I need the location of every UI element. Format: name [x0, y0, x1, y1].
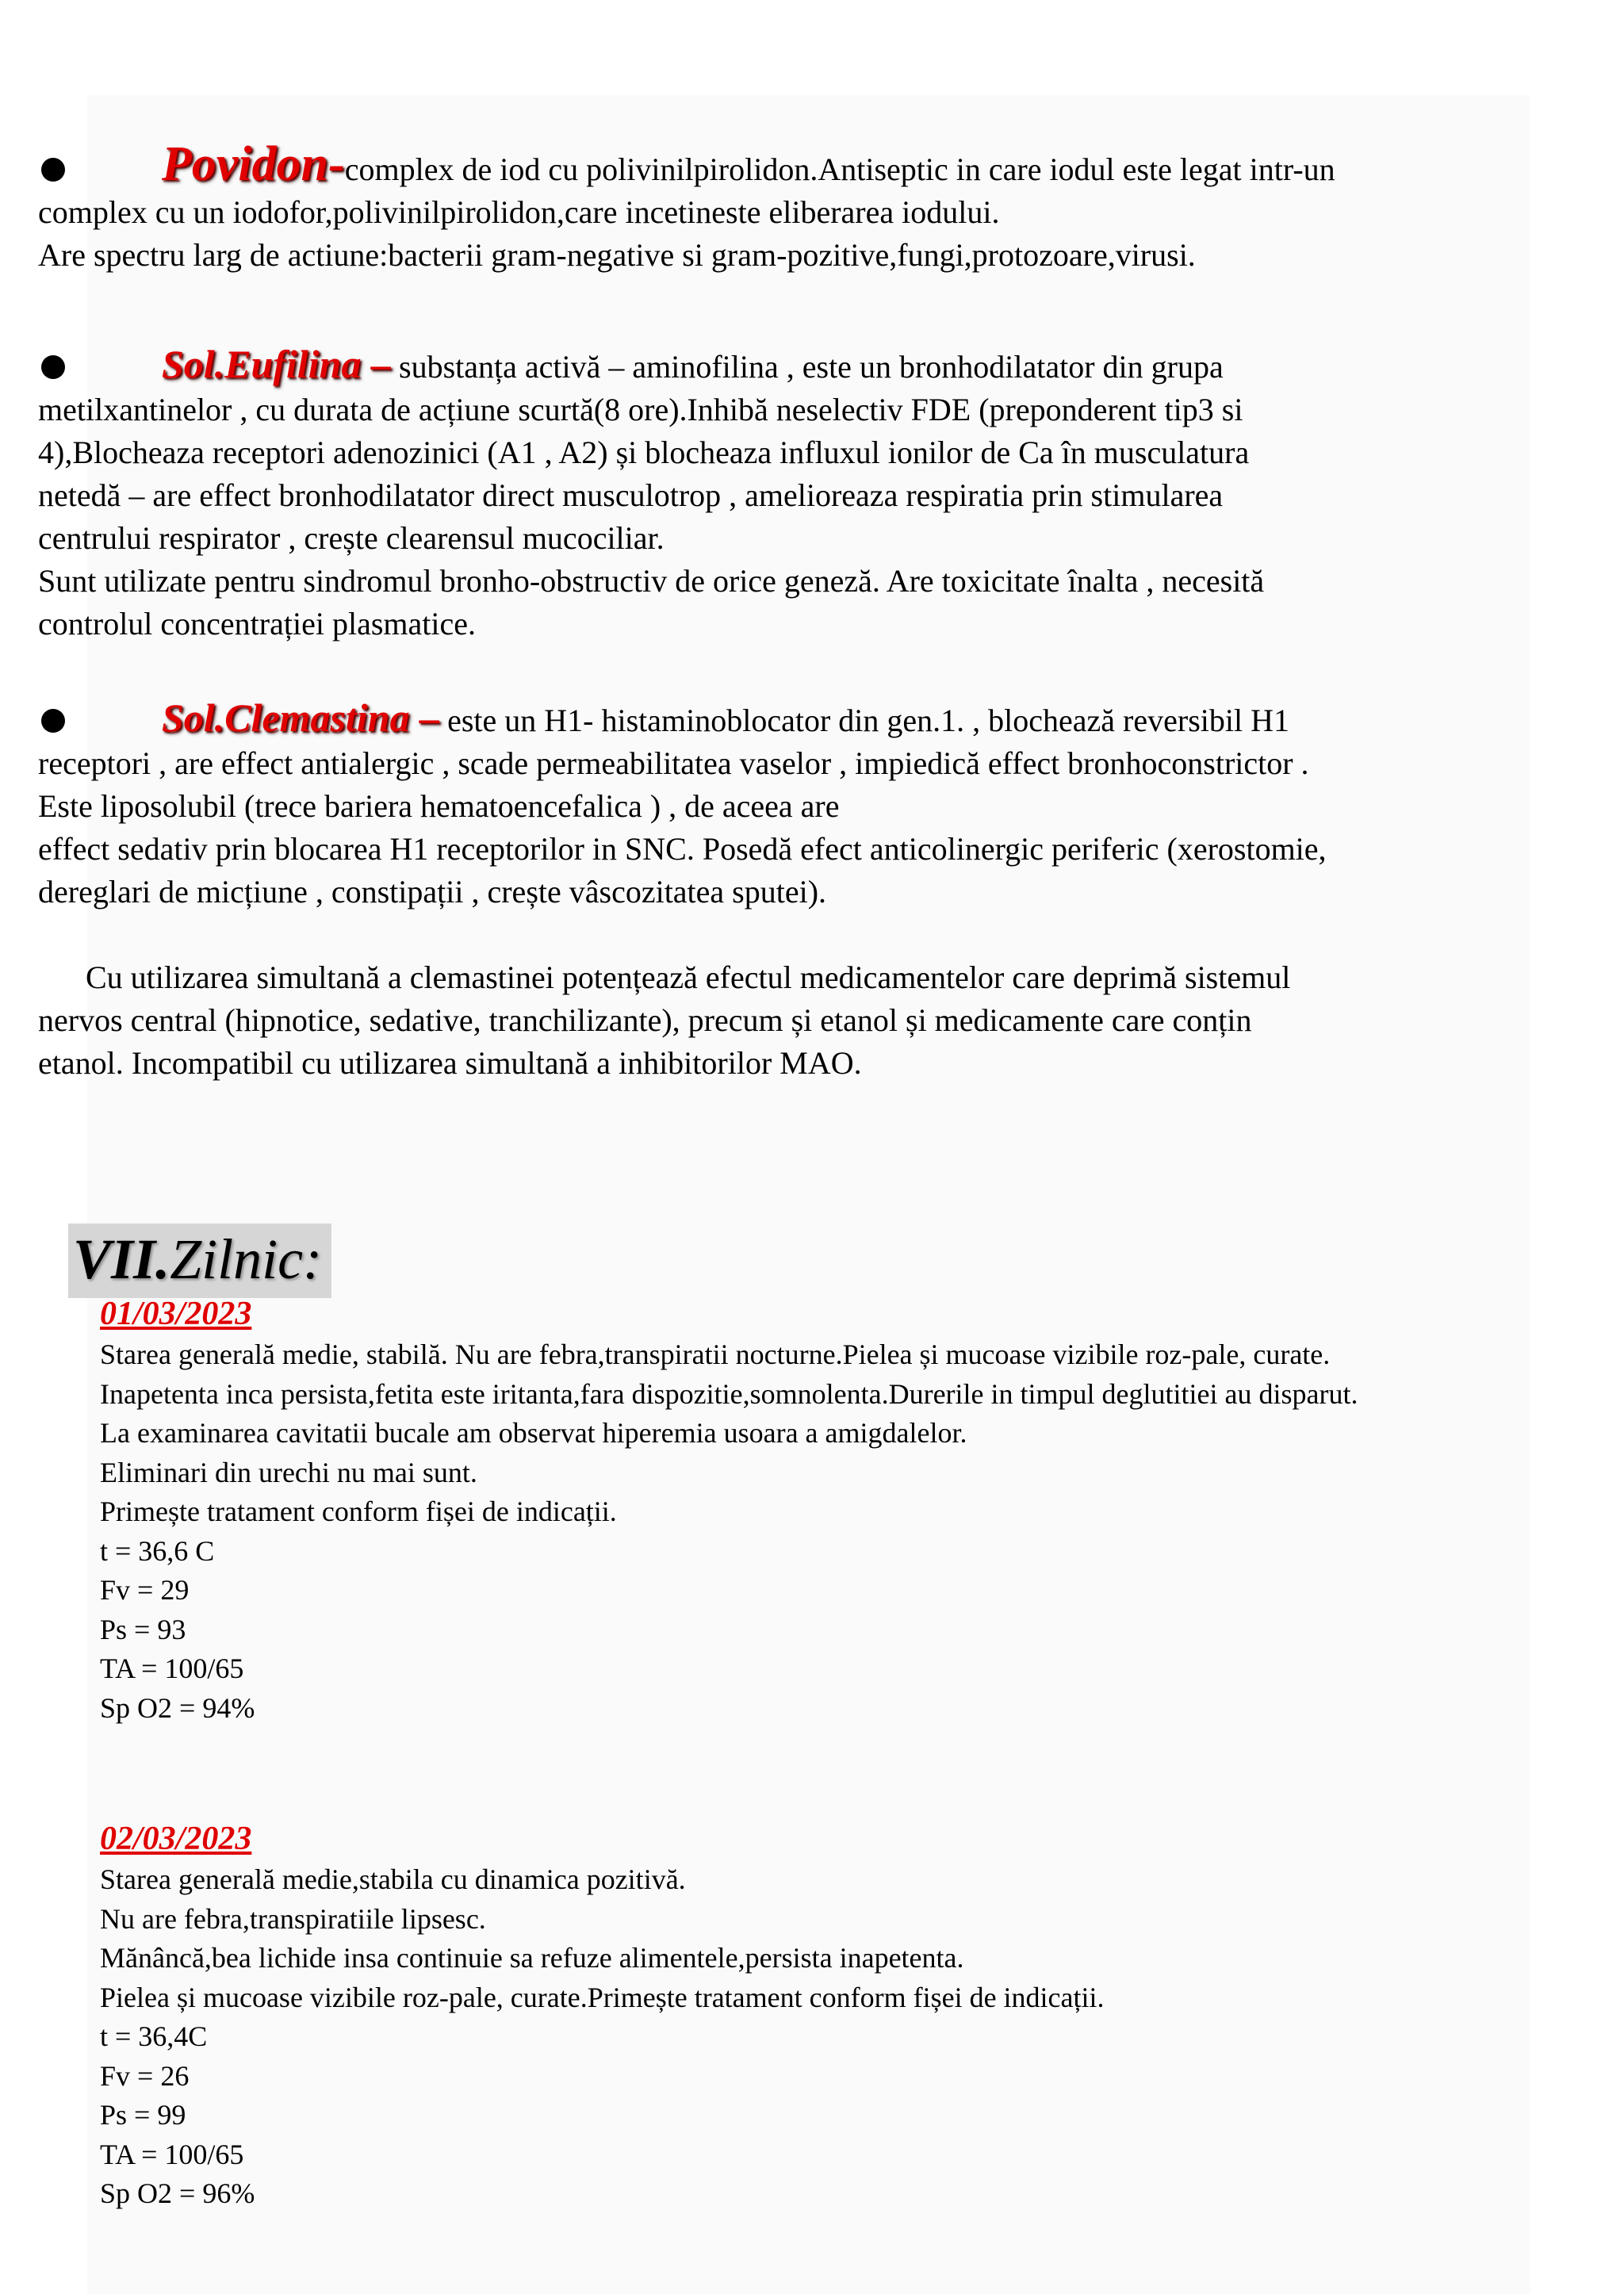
entry-line: Mănâncă,bea lichide insa continuie sa refuze alimentele,persista inapetenta.: [100, 1942, 964, 1974]
entry-line: Eliminari din urechi nu mai sunt.: [100, 1456, 477, 1488]
vital-respiratory-rate: Fv = 26: [100, 2059, 190, 2092]
paragraph-line: Cu utilizarea simultană a clemastinei potențează efectul medicamentelor care deprimă sistemul: [86, 959, 1291, 995]
entry-line: Starea generală medie,stabila cu dinamica pozitivă.: [100, 1863, 686, 1895]
drug-text-line: complex cu un iodofor,polivinilpirolidon,care incetineste eliberarea iodului.: [38, 194, 1000, 230]
drug-text-line: 4),Blocheaza receptori adenozinici (A1 , A2) și blocheaza influxul ionilor de Ca în musculatura: [38, 435, 1250, 470]
vital-temperature: t = 36,4C: [100, 2020, 208, 2052]
section-title-text: Zilnic:: [170, 1227, 323, 1291]
entry-date: 02/03/2023: [100, 1821, 252, 1857]
drug-text-line: Are spectru larg de actiune:bacterii gram-negative si gram-pozitive,fungi,protozoare,virusi.: [38, 237, 1196, 273]
drug-text-line: netedă – are effect bronhodilatator direct musculotrop , amelioreaza respiratia prin stimularea: [38, 477, 1224, 513]
drug-text-line: Sunt utilizate pentru sindromul bronho-obstructiv de orice geneză. Are toxicitate înalta , necesită: [38, 563, 1265, 599]
entry-date: 01/03/2023: [100, 1296, 252, 1332]
vital-temperature: t = 36,6 C: [100, 1534, 215, 1567]
drug-name: Povidon-: [162, 137, 345, 191]
section-number: VII.: [73, 1227, 170, 1291]
drug-text-line: metilxantinelor , cu durata de acțiune scurtă(8 ore).Inhibă neselectiv FDE (preponderent tip3 si: [38, 392, 1243, 427]
vital-spo2: Sp O2 = 96%: [100, 2177, 255, 2209]
bullet-icon: [41, 709, 65, 733]
drug-text-line: centrului respirator , crește clearensul mucociliar.: [38, 520, 665, 556]
vital-spo2: Sp O2 = 94%: [100, 1691, 255, 1724]
entry-line: Starea generală medie, stabilă. Nu are febra,transpiratii nocturne.Pielea și mucoase vizibile roz-pale, curate.: [100, 1338, 1331, 1370]
drug-text-line: complex de iod cu polivinilpirolidon.Antiseptic in care iodul este legat intr-un: [344, 151, 1335, 187]
vital-blood-pressure: TA = 100/65: [100, 2138, 244, 2170]
bullet-icon: [41, 355, 65, 379]
paragraph-line: nervos central (hipnotice, sedative, tranchilizante), precum și etanol și medicamente care conțin: [38, 1002, 1252, 1038]
drug-text-line: controlul concentrației plasmatice.: [38, 606, 476, 641]
vital-respiratory-rate: Fv = 29: [100, 1574, 190, 1606]
paragraph-line: etanol. Incompatibil cu utilizarea simultană a inhibitorilor MAO.: [38, 1045, 862, 1081]
drug-text-line: dereglari de micțiune , constipații , crește vâscozitatea sputei).: [38, 874, 827, 910]
bullet-icon: [41, 158, 65, 182]
drug-name: Sol.Eufilina –: [162, 342, 391, 386]
section-title: [68, 1224, 331, 1298]
entry-line: Nu are febra,transpiratiile lipsesc.: [100, 1902, 486, 1935]
drug-eufilina: [38, 343, 1545, 645]
drug-clemastina: [38, 696, 1545, 913]
daily-entry: [100, 1293, 1559, 1728]
vital-pulse: Ps = 93: [100, 1613, 186, 1645]
drug-text-line: receptori , are effect antialergic , scade permeabilitatea vaselor , impiedică effect bronhoconstrictor .: [38, 745, 1309, 781]
drug-text-line: substanța activă – aminofilina , este un bronhodilatator din grupa: [391, 349, 1224, 385]
drug-text-line: effect sedativ prin blocarea H1 receptorilor in SNC. Posedă efect anticolinergic periferic (xerostomie,: [38, 831, 1327, 867]
entry-line: La examinarea cavitatii bucale am observat hiperemia usoara a amigdalelor.: [100, 1417, 967, 1449]
vital-blood-pressure: TA = 100/65: [100, 1653, 244, 1684]
interaction-paragraph: [38, 956, 1545, 1085]
drug-name: Sol.Clemastina –: [162, 695, 440, 740]
entry-line: Primește tratament conform fișei de indicații.: [100, 1496, 617, 1527]
drug-text-line: este un H1- histaminoblocator din gen.1. , blochează reversibil H1: [439, 703, 1289, 738]
drug-text-line: Este liposolubil (trece bariera hematoencefalica ) , de aceea are: [38, 788, 840, 824]
vital-pulse: Ps = 99: [100, 2099, 186, 2131]
daily-entry: [100, 1817, 1559, 2214]
drug-povidon: [38, 137, 1545, 277]
entry-line: Pielea și mucoase vizibile roz-pale, curate.Primește tratament conform fișei de indicații.: [100, 1981, 1105, 2013]
entry-line: Inapetenta inca persista,fetita este iritanta,fara dispozitie,somnolenta.Durerile in timpul deglutitiei au disparut.: [100, 1377, 1358, 1410]
